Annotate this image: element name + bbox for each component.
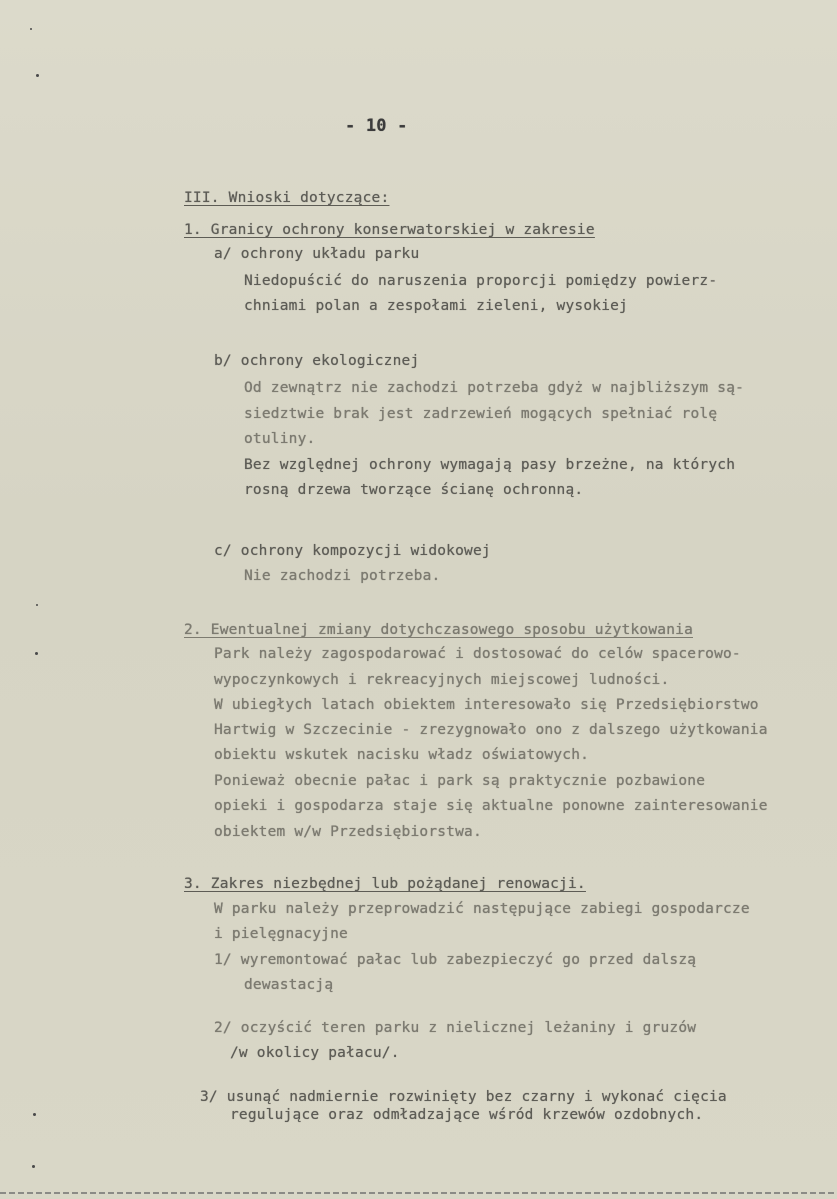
scan-speck [36,604,38,606]
page-number: - 10 - [345,116,408,136]
item2-line: opieki i gospodarza staje się aktualne ponowne zainteresowanie [214,798,768,814]
scan-speck [35,652,38,655]
item3-intro-line: W parku należy przeprowadzić następujące zabiegi gospodarcze [214,901,750,917]
item1-heading: 1. Granicy ochrony konserwatorskiej w zakresie [184,222,595,238]
item3-point2-line: 2/ oczyścić teren parku z nielicznej leżaniny i gruzów [214,1020,697,1036]
item3-intro-line: i pielęgnacyjne [214,926,348,942]
item3-point1-line: dewastacją [244,977,334,993]
item3-point3-line: regulujące oraz odmładzające wśród krzewów ozdobnych. [230,1107,704,1123]
item1-b-line: Od zewnątrz nie zachodzi potrzeba gdyż w najbliższym są- [244,380,745,396]
item2-line: Ponieważ obecnie pałac i park są praktycznie pozbawione [214,773,706,789]
item3-point2-line: /w okolicy pałacu/. [230,1045,400,1061]
item1-b-label: b/ ochrony ekologicznej [214,353,420,369]
bottom-edge-rule [0,1192,837,1194]
item2-line: wypoczynkowych i rekreacyjnych miejscowej ludności. [214,672,670,688]
item1-c-label: c/ ochrony kompozycji widokowej [214,543,491,559]
scan-speck [33,1113,36,1116]
item1-b-line: rosną drzewa tworzące ścianę ochronną. [244,482,584,498]
item3-heading: 3. Zakres niezbędnej lub pożądanej renowacji. [184,876,586,892]
item2-line: Hartwig w Szczecinie - zrezygnowało ono z dalszego użytkowania [214,722,768,738]
section-heading: III. Wnioski dotyczące: [184,190,390,206]
item1-a-line: Niedopuścić do naruszenia proporcji pomiędzy powierz- [244,273,718,289]
item2-line: obiektem w/w Przedsiębiorstwa. [214,824,482,840]
item2-heading: 2. Ewentualnej zmiany dotychczasowego sposobu użytkowania [184,622,693,638]
scan-speck [32,1165,35,1168]
scan-speck [36,74,39,77]
item1-a-line: chniami polan a zespołami zieleni, wysokiej [244,298,628,314]
scan-speck [30,28,32,30]
item3-point1-line: 1/ wyremontować pałac lub zabezpieczyć go przed dalszą [214,952,697,968]
item3-point3-line: 3/ usunąć nadmiernie rozwinięty bez czarny i wykonać cięcia [200,1089,727,1105]
item2-line: W ubiegłych latach obiektem interesowało się Przedsiębiorstwo [214,697,759,713]
item2-line: Park należy zagospodarować i dostosować do celów spacerowo- [214,646,741,662]
item1-c-line: Nie zachodzi potrzeba. [244,568,441,584]
item1-a-label: a/ ochrony układu parku [214,246,420,262]
item1-b-line: siedztwie brak jest zadrzewień mogących spełniać rolę [244,406,718,422]
item2-line: obiektu wskutek nacisku władz oświatowych. [214,747,590,763]
item1-b-line: otuliny. [244,431,316,447]
item1-b-line: Bez względnej ochrony wymagają pasy brzeżne, na których [244,457,736,473]
